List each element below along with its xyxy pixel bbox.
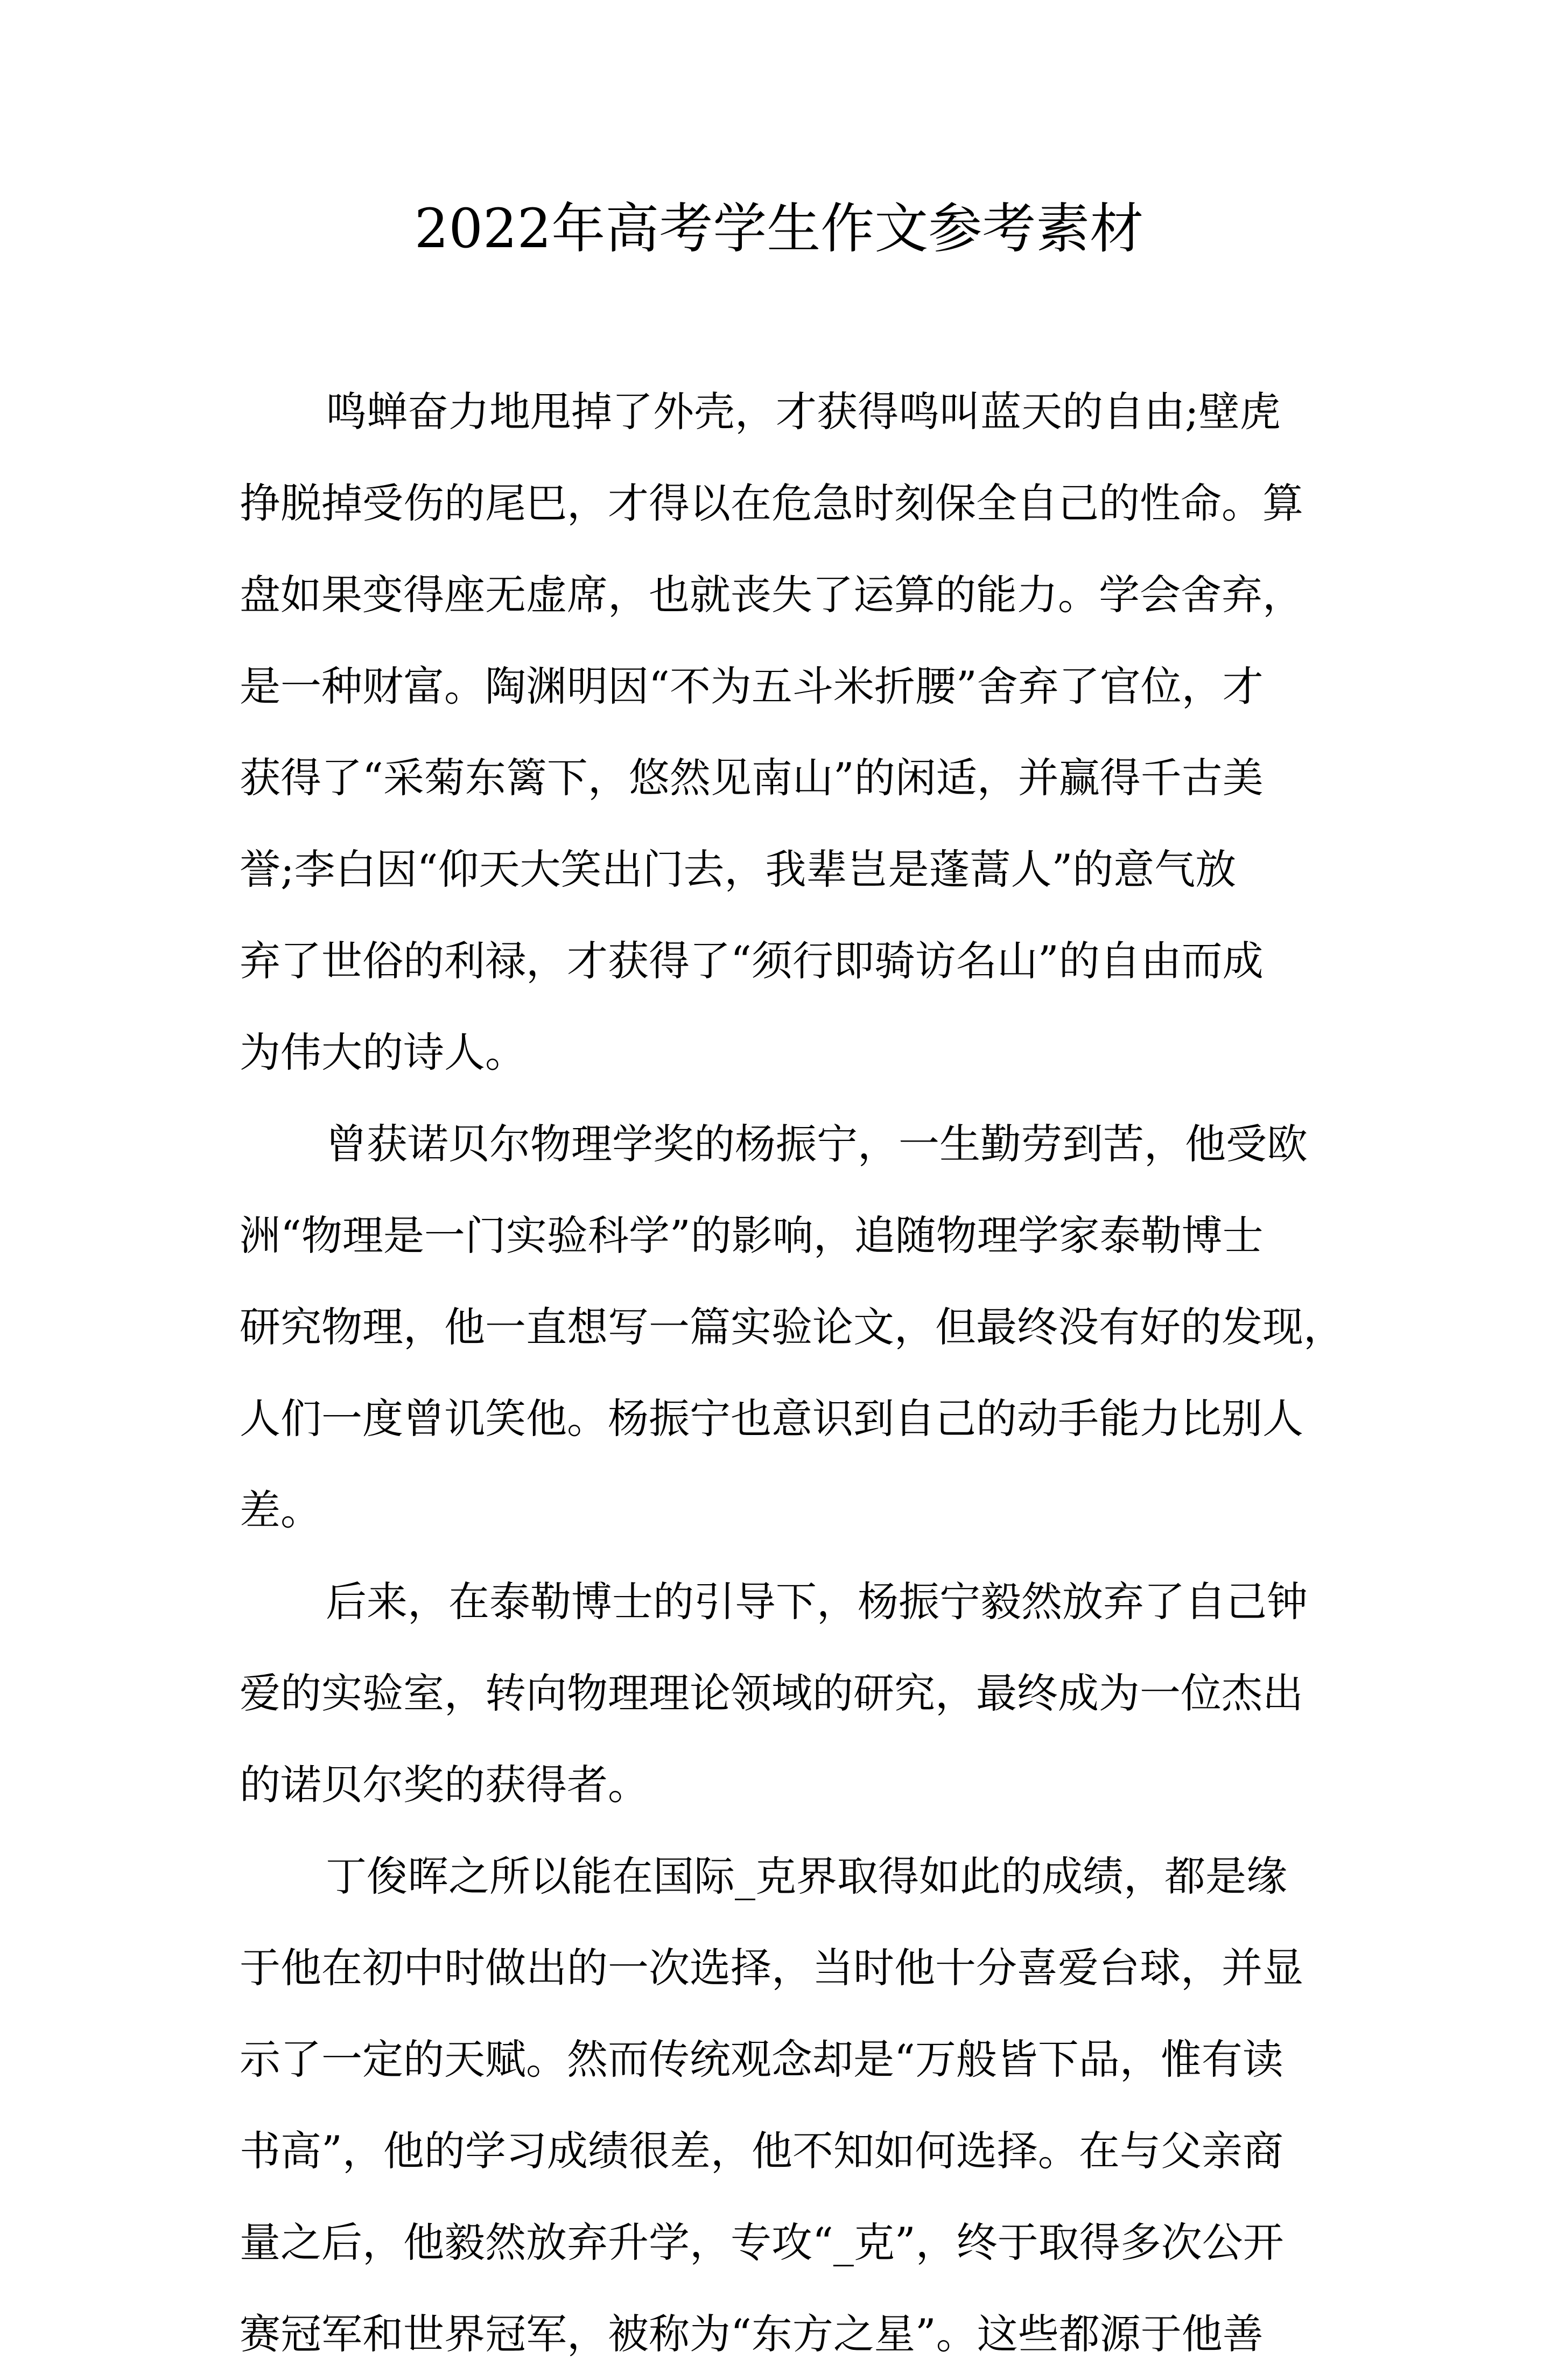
paragraph-1: [240, 366, 1332, 1098]
text-line: 后来，在泰勒博士的引导下，杨振宁毅然放弃了自己钟: [326, 1578, 1308, 1626]
text-line: 书高”，他的学习成绩很差，他不知如何选择。在与父亲商: [240, 2127, 1283, 2175]
text-line: 弃了世俗的利禄，才获得了“须行即骑访名山”的自由而成: [240, 937, 1264, 985]
text-line: 洲“物理是一门实验科学”的影响，追随物理学家泰勒博士: [240, 1212, 1264, 1259]
text-line: 盘如果变得座无虚席，也就丧失了运算的能力。学会舍弃，: [240, 571, 1303, 619]
text-line: 示了一定的天赋。然而传统观念却是“万般皆下品，惟有读: [240, 2035, 1283, 2083]
document-title: 2022年高考学生作文参考素材: [414, 197, 1144, 260]
text-line: 鸣蝉奋力地甩掉了外壳，才获得鸣叫蓝天的自由;壁虎: [326, 388, 1281, 436]
text-line: 获得了“采菊东篱下，悠然见南山”的闲适，并赢得千古美: [240, 754, 1264, 802]
text-line: 丁俊晖之所以能在国际_克界取得如此的成绩，都是缘: [326, 1852, 1287, 1900]
text-line: 于他在初中时做出的一次选择，当时他十分喜爱台球，并显: [240, 1944, 1303, 1992]
text-line: 誉;李白因“仰天大笑出门去，我辈岂是蓬蒿人”的意气放: [240, 845, 1237, 893]
text-line: 爱的实验室，转向物理理论领域的研究，最终成为一位杰出: [240, 1669, 1303, 1717]
paragraph-4: [240, 1831, 1332, 2380]
text-line: 是一种财富。陶渊明因“不为五斗米折腰”舍弃了官位，才: [240, 662, 1264, 710]
text-line: 研究物理，他一直想写一篇实验论文，但最终没有好的发现，: [240, 1303, 1344, 1351]
text-line: 挣脱掉受伤的尾巴，才得以在危急时刻保全自己的性命。算: [240, 479, 1303, 527]
text-line: 的诺贝尔奖的获得者。: [240, 1761, 649, 1809]
text-line: 差。: [240, 1486, 321, 1534]
text-line: 赛冠军和世界冠军，被称为“东方之星”。这些都源于他善: [240, 2310, 1264, 2358]
text-line: 为伟大的诗人。: [240, 1028, 526, 1076]
text-line: 人们一度曾讥笑他。杨振宁也意识到自己的动手能力比别人: [240, 1395, 1303, 1443]
document-body: [240, 366, 1344, 2380]
paragraph-2: [240, 1098, 1344, 1556]
text-line: 量之后，他毅然放弃升学，专攻“_克”，终于取得多次公开: [240, 2218, 1284, 2266]
paragraph-3: [240, 1556, 1332, 1831]
text-line: 曾获诺贝尔物理学奖的杨振宁，一生勤劳到苦，他受欧: [326, 1120, 1308, 1168]
